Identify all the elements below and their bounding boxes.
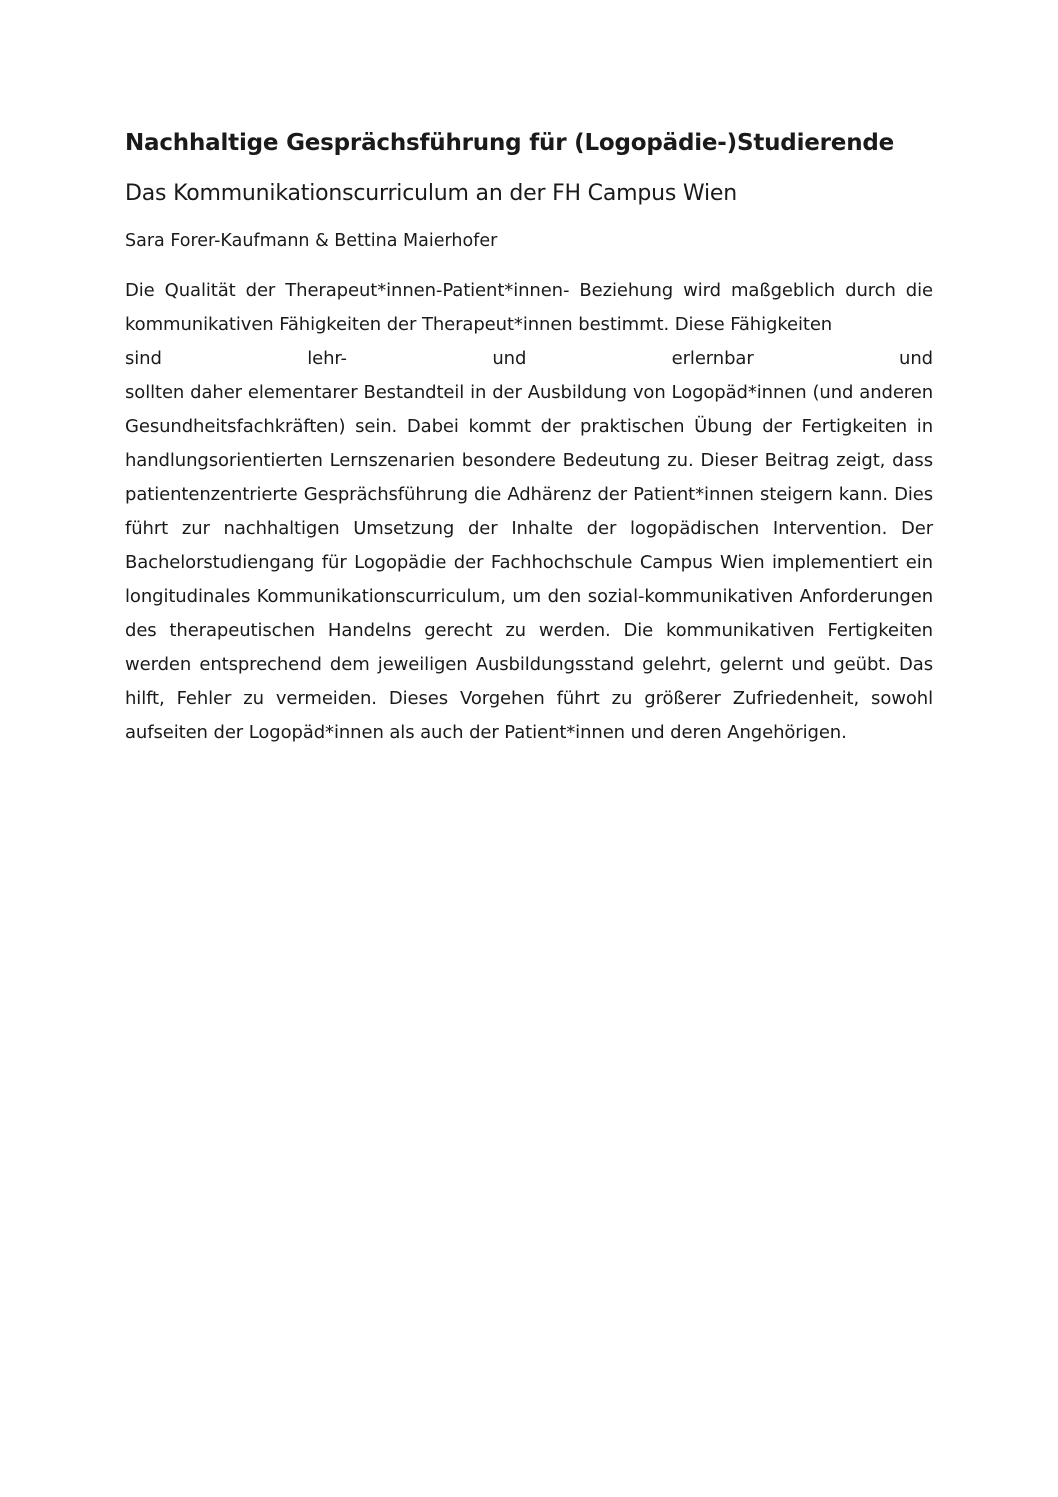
abstract-paragraph-part-1: Die Qualität der Therapeut*innen-Patient*innen- Beziehung wird maßgeblich durch die kommunikativen Fähigkeiten der Therapeut*innen bestimmt. Diese Fähigkeiten — [125, 280, 933, 335]
document-page — [125, 126, 933, 750]
document-subtitle: Das Kommunikationscurriculum an der FH Campus Wien — [125, 181, 737, 206]
document-title: Nachhaltige Gesprächsführung für (Logopädie-)Studierende — [125, 130, 895, 156]
abstract-text — [125, 274, 933, 750]
abstract-paragraph-part-2: sind lehr- und erlernbar und — [125, 348, 933, 369]
document-authors: Sara Forer-Kaufmann & Bettina Maierhofer — [125, 231, 498, 251]
abstract-paragraph-part-3: sollten daher elementarer Bestandteil in der Ausbildung von Logopäd*innen (und anderen Gesundheitsfachkräften) sein. Dabei kommt der praktischen Übung der Fertigkeiten in handlungsorientierten Lernszenarien besondere Bedeutung zu. Dieser Beitrag zeigt, dass patientenzentrierte Gesprächsführung die Adhärenz der Patient*innen steigern kann. Dies führt zur nachhaltigen Umsetzung der Inhalte der logopädischen Intervention. Der Bachelorstudiengang für Logopädie der Fachhochschule Campus Wien implementiert ein longitudinales Kommunikationscurriculum, um den sozial-kommunikativen Anforderungen des therapeutischen Handelns gerecht zu werden. Die kommunikativen Fertigkeiten werden entsprechend dem jeweiligen Ausbildungsstand gelehrt, gelernt und geübt. Das hilft, Fehler zu vermeiden. Dieses Vorgehen führt zu größerer Zufriedenheit, sowohl aufseiten der Logopäd*innen als auch der Patient*innen und deren Angehörigen. — [125, 382, 933, 743]
